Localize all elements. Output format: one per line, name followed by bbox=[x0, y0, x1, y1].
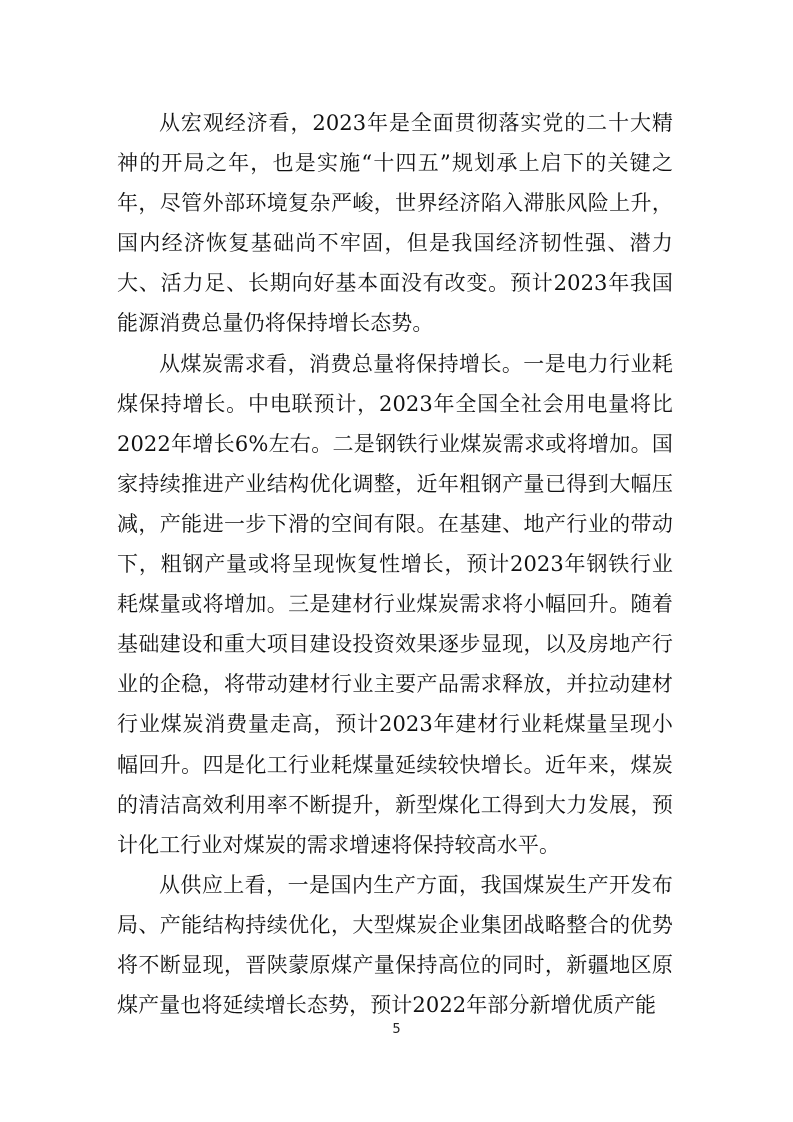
paragraph-coal-supply: 从供应上看，一是国内生产方面，我国煤炭生产开发布局、产能结构持续优化，大型煤炭企业集团战略整合的优势将不断显现，晋陕蒙原煤产量保持高位的同时，新疆地区原煤产量也将延续增长态势，预计2022年部分新增优质产能 bbox=[117, 872, 673, 1018]
paragraph-coal-demand: 从煤炭需求看，消费总量将保持增长。一是电力行业耗煤保持增长。中电联预计，2023年全国全社会用电量将比2022年增长6%左右。二是钢铁行业煤炭需求或将增加。国家持续推进产业结构优化调整，近年粗钢产量已得到大幅压减，产能进一步下滑的空间有限。在基建、地产行业的带动下，粗钢产量或将呈现恢复性增长，预计2023年钢铁行业耗煤量或将增加。三是建材行业煤炭需求将小幅回升。随着基础建设和重大项目建设投资效果逐步显现，以及房地产行业的企稳，将带动建材行业主要产品需求释放，并拉动建材行业煤炭消费量走高，预计2023年建材行业耗煤量呈现小幅回升。四是化工行业耗煤量延续较快增长。近年来，煤炭的清洁高效利用率不断提升，新型煤化工得到大力发展，预计化工行业对煤炭的需求增速将保持较高水平。 bbox=[117, 351, 673, 857]
page-number: 5 bbox=[392, 1022, 401, 1037]
document-body bbox=[117, 103, 673, 1025]
paragraph-macro-economy: 从宏观经济看，2023年是全面贯彻落实党的二十大精神的开局之年，也是实施“十四五”规划承上启下的关键之年，尽管外部环境复杂严峻，世界经济陷入滞胀风险上升，国内经济恢复基础尚不牢固，但是我国经济韧性强、潜力大、活力足、长期向好基本面没有改变。预计2023年我国能源消费总量仍将保持增长态势。 bbox=[117, 111, 673, 336]
